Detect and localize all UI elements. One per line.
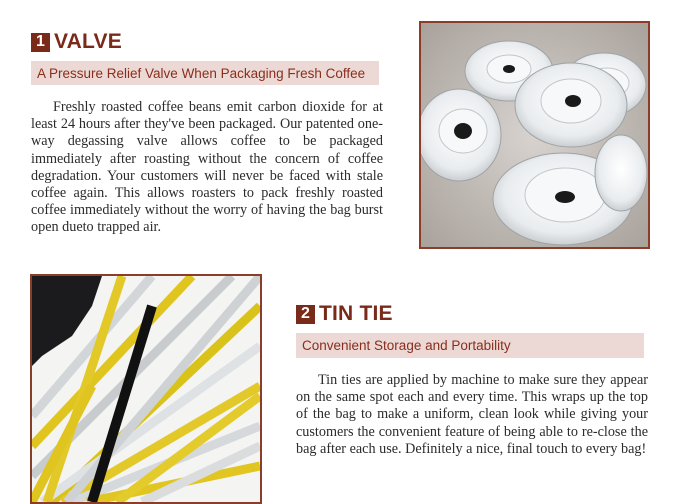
valve-shape [595, 135, 647, 211]
section-title: TIN TIE [319, 302, 393, 325]
valve-shape [515, 63, 627, 147]
valve-shape [421, 89, 501, 181]
tin-ties-photo [30, 274, 262, 504]
section-subtitle: A Pressure Relief Valve When Packaging Fresh Coffee [37, 65, 366, 81]
section-subtitle: Convenient Storage and Portability [302, 338, 511, 353]
section-valve-heading [31, 30, 122, 54]
section-subtitle-bar [296, 333, 644, 358]
section-number-badge: 2 [296, 305, 315, 324]
section-valve-body: Freshly roasted coffee beans emit carbon dioxide for at least 24 hours after they've been packaged. Our patented one-way degassing valve allows coffee to be packaged immediately after roasting without the concern of coffee degradation. Your customers will never be faced with stale coffee again. This allows roasters to pack freshly roasted coffee immediately without the worry of having the bag burst open dueto trapped air. [31, 99, 383, 236]
valve-photo [419, 21, 650, 249]
section-subtitle-bar [31, 61, 379, 85]
tin-ties-illustration [32, 276, 260, 502]
section-tin-tie-heading [296, 302, 393, 326]
section-tin-tie-body: Tin ties are applied by machine to make sure they appear on the same spot each and every time. This wraps up the top of the bag to make a uniform, clean look while giving your customers the convenient feature of being able to re-close the bag after each use. Definitely a nice, final touch to every bag! [296, 372, 648, 457]
section-title: VALVE [54, 30, 122, 53]
section-number-badge: 1 [31, 33, 50, 52]
valves-illustration [421, 23, 648, 247]
